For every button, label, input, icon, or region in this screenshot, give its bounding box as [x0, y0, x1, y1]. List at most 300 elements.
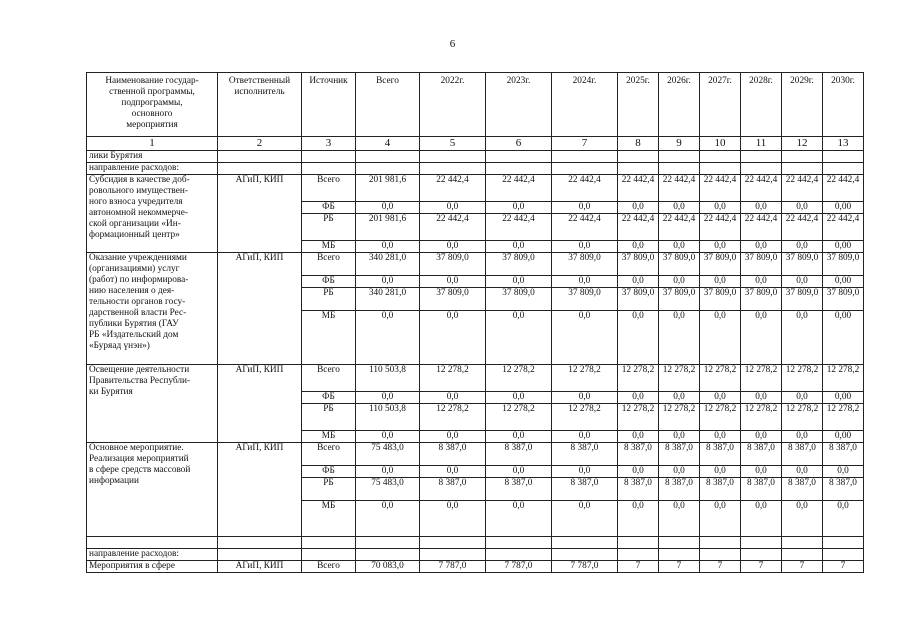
total-value: 110 503,8 — [356, 365, 420, 392]
value-2027: 0,0 — [700, 501, 741, 537]
total-value: 340 281,0 — [356, 288, 420, 311]
value-2024: 8 387,0 — [552, 443, 618, 466]
value-2026: 8 387,0 — [659, 443, 700, 466]
empty-cell — [486, 537, 552, 549]
item-name-line: Субсидия в качестве доб- — [89, 175, 190, 185]
value-2028: 12 278,2 — [741, 365, 782, 392]
item-name-line: Правительства Республи- — [89, 376, 191, 386]
empty-cell — [486, 163, 552, 175]
value-2028: 22 442,4 — [741, 175, 782, 202]
empty-cell — [486, 549, 552, 561]
value-2025: 0,0 — [618, 466, 659, 478]
value-2027: 12 278,2 — [700, 404, 741, 431]
value-2026: 37 809,0 — [659, 253, 700, 276]
value-2027: 0,0 — [700, 202, 741, 214]
item-name-line: нию населения о дея- — [89, 286, 175, 296]
value-2023: 0,0 — [486, 501, 552, 537]
value-2024: 0,0 — [552, 392, 618, 404]
section-label: направление расходов: — [87, 163, 218, 175]
column-number: 12 — [782, 137, 823, 151]
empty-cell — [218, 549, 302, 561]
empty-cell — [356, 151, 420, 163]
value-2029: 22 442,4 — [782, 214, 823, 241]
funding-source: ФБ — [302, 276, 356, 288]
value-2029: 12 278,2 — [782, 404, 823, 431]
value-2024: 22 442,4 — [552, 175, 618, 202]
empty-cell — [356, 163, 420, 175]
value-2026: 0,0 — [659, 392, 700, 404]
value-2029: 0,0 — [782, 431, 823, 443]
empty-cell — [741, 163, 782, 175]
value-2023: 8 387,0 — [486, 478, 552, 501]
value-2024: 8 387,0 — [552, 478, 618, 501]
funding-source: ФБ — [302, 466, 356, 478]
value-2030: 12 278,2 — [823, 404, 864, 431]
value-2029: 0,0 — [782, 501, 823, 537]
responsible-executor: АГиП, КИП — [218, 253, 302, 365]
header-2022: 2022г. — [420, 73, 486, 137]
item-name — [87, 175, 218, 253]
column-number: 9 — [659, 137, 700, 151]
value-2027: 37 809,0 — [700, 253, 741, 276]
value-2026: 37 809,0 — [659, 288, 700, 311]
value-2030: 0,00 — [823, 202, 864, 214]
value-2025: 0,0 — [618, 501, 659, 537]
value-2022: 37 809,0 — [420, 253, 486, 276]
empty-cell — [420, 549, 486, 561]
value-2030: 22 442,4 — [823, 175, 864, 202]
value-2030: 8 387,0 — [823, 478, 864, 501]
value-2028: 0,0 — [741, 392, 782, 404]
value-2029: 0,0 — [782, 392, 823, 404]
value-2026: 8 387,0 — [659, 478, 700, 501]
value-2028: 0,0 — [741, 241, 782, 253]
header-2027: 2027г. — [700, 73, 741, 137]
value-2027: 0,0 — [700, 431, 741, 443]
header-source: Источник — [302, 73, 356, 137]
value-2028: 0,0 — [741, 501, 782, 537]
table-row — [87, 175, 864, 202]
item-name-line: ного взноса учредителя — [89, 197, 183, 207]
column-number: 13 — [823, 137, 864, 151]
item-name-line: автономной некоммерче- — [89, 208, 188, 218]
value-2025: 22 442,4 — [618, 175, 659, 202]
item-name — [87, 365, 218, 443]
value-2022: 0,0 — [420, 466, 486, 478]
value-2027: 22 442,4 — [700, 175, 741, 202]
value-2023: 37 809,0 — [486, 253, 552, 276]
value-2022: 0,0 — [420, 501, 486, 537]
value-2027: 7 — [700, 561, 741, 573]
table-row — [87, 443, 864, 466]
value-2030: 0,00 — [823, 311, 864, 365]
empty-cell — [823, 163, 864, 175]
empty-cell — [552, 151, 618, 163]
value-2027: 0,0 — [700, 466, 741, 478]
empty-cell — [659, 549, 700, 561]
value-2029: 0,0 — [782, 241, 823, 253]
item-name-line: публики Бурятия (ГАУ — [89, 319, 179, 329]
value-2030: 37 809,0 — [823, 253, 864, 276]
value-2022: 7 787,0 — [420, 561, 486, 573]
value-2022: 8 387,0 — [420, 478, 486, 501]
empty-cell — [823, 537, 864, 549]
value-2029: 8 387,0 — [782, 478, 823, 501]
value-2029: 7 — [782, 561, 823, 573]
value-2025: 0,0 — [618, 392, 659, 404]
value-2025: 7 — [618, 561, 659, 573]
total-value: 0,0 — [356, 392, 420, 404]
empty-cell — [659, 537, 700, 549]
header-row — [87, 73, 864, 137]
value-2028: 0,0 — [741, 311, 782, 365]
column-number: 7 — [552, 137, 618, 151]
header-2023: 2023г. — [486, 73, 552, 137]
funding-source: Всего — [302, 253, 356, 276]
value-2028: 0,0 — [741, 431, 782, 443]
empty-cell — [741, 151, 782, 163]
item-name-line: ской организации «Ин- — [89, 219, 181, 229]
value-2029: 0,0 — [782, 311, 823, 365]
column-number: 10 — [700, 137, 741, 151]
empty-cell — [552, 549, 618, 561]
value-2029: 8 387,0 — [782, 443, 823, 466]
value-2023: 12 278,2 — [486, 404, 552, 431]
value-2030: 0,00 — [823, 241, 864, 253]
value-2025: 8 387,0 — [618, 443, 659, 466]
item-name-line: Оказание учреждениями — [89, 253, 187, 263]
empty-cell — [823, 151, 864, 163]
value-2029: 0,0 — [782, 276, 823, 288]
value-2028: 37 809,0 — [741, 288, 782, 311]
empty-cell — [302, 151, 356, 163]
total-value: 0,0 — [356, 466, 420, 478]
value-2027: 37 809,0 — [700, 288, 741, 311]
column-number: 6 — [486, 137, 552, 151]
empty-cell — [302, 537, 356, 549]
value-2028: 0,0 — [741, 276, 782, 288]
value-2024: 37 809,0 — [552, 288, 618, 311]
value-2025: 0,0 — [618, 276, 659, 288]
section-label: лики Бурятия — [87, 151, 218, 163]
funding-source: Всего — [302, 175, 356, 202]
empty-cell — [782, 163, 823, 175]
value-2030: 22 442,4 — [823, 214, 864, 241]
value-2023: 0,0 — [486, 241, 552, 253]
value-2022: 8 387,0 — [420, 443, 486, 466]
total-value: 110 503,8 — [356, 404, 420, 431]
item-name-line: тельности органов госу- — [89, 297, 186, 307]
funding-source: ФБ — [302, 202, 356, 214]
value-2026: 22 442,4 — [659, 214, 700, 241]
responsible-executor: АГиП, КИП — [218, 443, 302, 537]
value-2022: 0,0 — [420, 311, 486, 365]
item-name — [87, 253, 218, 365]
value-2022: 37 809,0 — [420, 288, 486, 311]
column-number: 11 — [741, 137, 782, 151]
column-number: 3 — [302, 137, 356, 151]
item-name — [87, 443, 218, 537]
value-2024: 7 787,0 — [552, 561, 618, 573]
item-name-line: в сфере средств массовой — [89, 465, 191, 475]
empty-cell — [700, 163, 741, 175]
value-2030: 7 — [823, 561, 864, 573]
value-2024: 0,0 — [552, 431, 618, 443]
header-name: Наименование государ- ственной программы, подпрограммы, основного мероприятия — [87, 73, 218, 137]
value-2026: 12 278,2 — [659, 404, 700, 431]
empty-cell — [356, 537, 420, 549]
value-2027: 0,0 — [700, 311, 741, 365]
funding-source: РБ — [302, 288, 356, 311]
value-2029: 22 442,4 — [782, 175, 823, 202]
value-2024: 12 278,2 — [552, 404, 618, 431]
value-2029: 37 809,0 — [782, 288, 823, 311]
value-2023: 8 387,0 — [486, 443, 552, 466]
value-2027: 22 442,4 — [700, 214, 741, 241]
total-value: 0,0 — [356, 202, 420, 214]
value-2027: 8 387,0 — [700, 443, 741, 466]
funding-source: МБ — [302, 241, 356, 253]
empty-cell — [552, 163, 618, 175]
funding-source: МБ — [302, 431, 356, 443]
header-responsible: Ответственный исполнитель — [218, 73, 302, 137]
funding-source: МБ — [302, 311, 356, 365]
empty-cell — [659, 163, 700, 175]
item-name-line: дарственной власти Рес- — [89, 308, 187, 318]
funding-source: Всего — [302, 443, 356, 466]
funding-source: ФБ — [302, 392, 356, 404]
item-name-line: формационный центр» — [89, 230, 180, 240]
continuation-row — [87, 151, 864, 163]
value-2023: 7 787,0 — [486, 561, 552, 573]
value-2028: 8 387,0 — [741, 443, 782, 466]
value-2027: 0,0 — [700, 392, 741, 404]
page-number: 6 — [449, 38, 456, 50]
value-2022: 12 278,2 — [420, 404, 486, 431]
value-2026: 22 442,4 — [659, 175, 700, 202]
header-2026: 2026г. — [659, 73, 700, 137]
continuation-row — [87, 163, 864, 175]
value-2028: 8 387,0 — [741, 478, 782, 501]
empty-cell — [618, 163, 659, 175]
value-2028: 22 442,4 — [741, 214, 782, 241]
value-2023: 0,0 — [486, 431, 552, 443]
value-2030: 12 278,2 — [823, 365, 864, 392]
item-name-line: ровольного имуществен- — [89, 186, 188, 196]
table-row — [87, 365, 864, 392]
total-value: 70 083,0 — [356, 561, 420, 573]
responsible-executor: АГиП, КИП — [218, 365, 302, 443]
item-name-line: «Буряад үнэн») — [89, 341, 150, 351]
value-2023: 37 809,0 — [486, 288, 552, 311]
value-2022: 0,0 — [420, 431, 486, 443]
empty-cell — [782, 549, 823, 561]
blank-row — [87, 537, 864, 549]
value-2024: 0,0 — [552, 241, 618, 253]
value-2022: 0,0 — [420, 392, 486, 404]
value-2025: 0,0 — [618, 311, 659, 365]
empty-cell — [552, 537, 618, 549]
empty-cell — [700, 537, 741, 549]
section-row — [87, 549, 864, 561]
empty-cell — [486, 151, 552, 163]
header-2029: 2029г. — [782, 73, 823, 137]
total-value: 340 281,0 — [356, 253, 420, 276]
empty-cell — [782, 537, 823, 549]
value-2023: 22 442,4 — [486, 175, 552, 202]
total-value: 0,0 — [356, 501, 420, 537]
value-2027: 0,0 — [700, 276, 741, 288]
item-name: Мероприятия в сфере — [87, 561, 218, 573]
value-2030: 0,00 — [823, 276, 864, 288]
value-2030: 0,00 — [823, 392, 864, 404]
total-value: 0,0 — [356, 431, 420, 443]
value-2028: 37 809,0 — [741, 253, 782, 276]
empty-cell — [741, 537, 782, 549]
empty-cell — [700, 151, 741, 163]
value-2024: 37 809,0 — [552, 253, 618, 276]
value-2030: 37 809,0 — [823, 288, 864, 311]
value-2026: 0,0 — [659, 276, 700, 288]
table-row — [87, 561, 864, 573]
value-2024: 0,0 — [552, 276, 618, 288]
funding-source: РБ — [302, 404, 356, 431]
value-2024: 0,0 — [552, 311, 618, 365]
column-number: 2 — [218, 137, 302, 151]
empty-cell — [823, 549, 864, 561]
value-2029: 37 809,0 — [782, 253, 823, 276]
value-2029: 12 278,2 — [782, 365, 823, 392]
value-2024: 0,0 — [552, 202, 618, 214]
empty-cell — [218, 163, 302, 175]
responsible-executor: АГиП, КИП — [218, 175, 302, 253]
value-2026: 0,0 — [659, 202, 700, 214]
empty-cell — [356, 549, 420, 561]
value-2022: 22 442,4 — [420, 175, 486, 202]
value-2023: 0,0 — [486, 392, 552, 404]
value-2025: 22 442,4 — [618, 214, 659, 241]
empty-cell — [420, 537, 486, 549]
empty-cell — [420, 163, 486, 175]
value-2027: 0,0 — [700, 241, 741, 253]
empty-cell — [659, 151, 700, 163]
funding-source: МБ — [302, 501, 356, 537]
total-value: 201 981,6 — [356, 175, 420, 202]
empty-cell — [700, 549, 741, 561]
value-2029: 0,0 — [782, 466, 823, 478]
value-2026: 0,0 — [659, 431, 700, 443]
header-2025: 2025г. — [618, 73, 659, 137]
funding-source: Всего — [302, 561, 356, 573]
value-2026: 0,0 — [659, 466, 700, 478]
header-2024: 2024г. — [552, 73, 618, 137]
value-2023: 0,0 — [486, 276, 552, 288]
value-2023: 0,0 — [486, 202, 552, 214]
value-2024: 12 278,2 — [552, 365, 618, 392]
value-2028: 0,0 — [741, 202, 782, 214]
value-2026: 0,0 — [659, 241, 700, 253]
value-2030: 0,0 — [823, 466, 864, 478]
section-label: направление расходов: — [87, 549, 218, 561]
header-2030: 2030г. — [823, 73, 864, 137]
column-number-row — [87, 137, 864, 151]
value-2029: 0,0 — [782, 202, 823, 214]
total-value: 75 483,0 — [356, 478, 420, 501]
value-2025: 37 809,0 — [618, 288, 659, 311]
total-value: 201 981,6 — [356, 214, 420, 241]
value-2030: 8 387,0 — [823, 443, 864, 466]
item-name-line: информации — [89, 476, 140, 486]
total-value: 75 483,0 — [356, 443, 420, 466]
empty-cell — [87, 537, 218, 549]
total-value: 0,0 — [356, 311, 420, 365]
value-2026: 7 — [659, 561, 700, 573]
value-2026: 0,0 — [659, 501, 700, 537]
value-2023: 22 442,4 — [486, 214, 552, 241]
item-name-line: РБ «Издательский дом — [89, 330, 179, 340]
value-2025: 37 809,0 — [618, 253, 659, 276]
value-2030: 0,0 — [823, 501, 864, 537]
budget-table — [86, 72, 864, 573]
empty-cell — [618, 151, 659, 163]
value-2025: 12 278,2 — [618, 365, 659, 392]
item-name-line: (работ) по информирова- — [89, 275, 189, 285]
value-2025: 0,0 — [618, 202, 659, 214]
empty-cell — [618, 549, 659, 561]
item-name-line: Реализация мероприятий — [89, 454, 189, 464]
value-2027: 12 278,2 — [700, 365, 741, 392]
value-2024: 22 442,4 — [552, 214, 618, 241]
value-2024: 0,0 — [552, 466, 618, 478]
value-2022: 22 442,4 — [420, 214, 486, 241]
empty-cell — [782, 151, 823, 163]
value-2024: 0,0 — [552, 501, 618, 537]
funding-source: РБ — [302, 214, 356, 241]
empty-cell — [741, 549, 782, 561]
header-total: Всего — [356, 73, 420, 137]
item-name-line: Освещение деятельности — [89, 365, 190, 375]
responsible-executor: АГиП, КИП — [218, 561, 302, 573]
item-name-line: ки Бурятия — [89, 387, 133, 397]
value-2028: 7 — [741, 561, 782, 573]
empty-cell — [618, 537, 659, 549]
total-value: 0,0 — [356, 276, 420, 288]
value-2022: 0,0 — [420, 241, 486, 253]
column-number: 5 — [420, 137, 486, 151]
header-2028: 2028г. — [741, 73, 782, 137]
value-2027: 8 387,0 — [700, 478, 741, 501]
item-name-line: Основное мероприятие. — [89, 443, 184, 453]
value-2022: 0,0 — [420, 276, 486, 288]
value-2022: 12 278,2 — [420, 365, 486, 392]
table-row — [87, 253, 864, 276]
item-name-line: (организациями) услуг — [89, 264, 180, 274]
value-2025: 8 387,0 — [618, 478, 659, 501]
value-2023: 0,0 — [486, 466, 552, 478]
value-2028: 0,0 — [741, 466, 782, 478]
empty-cell — [302, 163, 356, 175]
value-2025: 0,0 — [618, 431, 659, 443]
value-2023: 0,0 — [486, 311, 552, 365]
value-2026: 0,0 — [659, 311, 700, 365]
empty-cell — [420, 151, 486, 163]
value-2028: 12 278,2 — [741, 404, 782, 431]
empty-cell — [218, 537, 302, 549]
value-2022: 0,0 — [420, 202, 486, 214]
empty-cell — [302, 549, 356, 561]
value-2025: 0,0 — [618, 241, 659, 253]
value-2023: 12 278,2 — [486, 365, 552, 392]
